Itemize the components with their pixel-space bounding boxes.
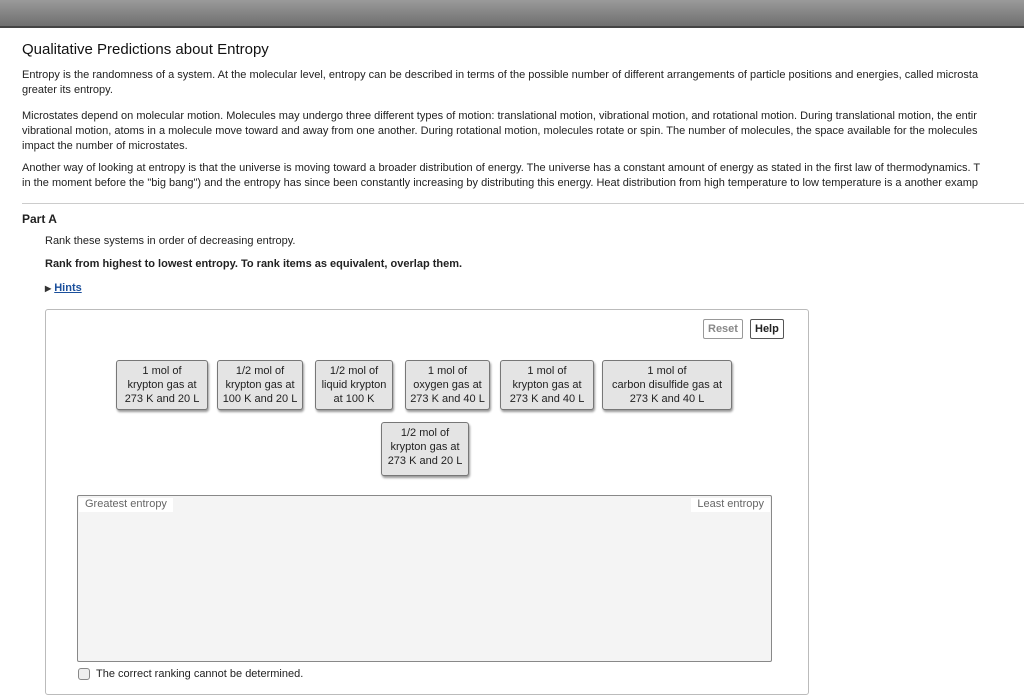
- rank-tile[interactable]: [116, 360, 208, 410]
- tile-line: 1 mol of: [647, 365, 687, 377]
- hints-link[interactable]: Hints: [54, 282, 82, 294]
- tile-line: 1/2 mol of: [400, 427, 450, 439]
- checkbox-label: The correct ranking cannot be determined.: [96, 668, 304, 680]
- divider: [22, 203, 1024, 204]
- text-line: greater its entropy.: [22, 84, 113, 96]
- tile-line: 1/2 mol of: [235, 365, 285, 377]
- paragraph-2: [22, 109, 1024, 154]
- paragraph-1: [22, 68, 1024, 98]
- tile-line: at 100 K: [333, 393, 375, 405]
- top-toolbar: [0, 0, 1024, 28]
- tile-line: 1 mol of: [142, 365, 182, 377]
- instruction-text: Rank from highest to lowest entropy. To rank items as equivalent, overlap them.: [45, 258, 463, 270]
- checkbox-icon[interactable]: [78, 668, 90, 680]
- rank-tile[interactable]: [381, 422, 469, 476]
- tile-line: 273 K and 40 L: [410, 393, 485, 405]
- hints-toggle[interactable]: [45, 282, 82, 294]
- rank-tile[interactable]: [315, 360, 393, 410]
- rank-tile[interactable]: [405, 360, 490, 410]
- text-line: Microstates depend on molecular motion. Molecules may undergo three different types of motion: translational motion, vibrational motion, and rotational motion. During translational motion, the entir: [22, 110, 977, 122]
- tile-line: 1 mol of: [427, 365, 468, 377]
- tile-line: 1 mol of: [527, 365, 567, 377]
- cannot-determine-checkbox[interactable]: [78, 668, 303, 680]
- tile-line: 100 K and 20 L: [222, 393, 298, 405]
- tile-line: carbon disulfide gas at: [611, 379, 723, 391]
- page-title: Qualitative Predictions about Entropy: [22, 41, 269, 58]
- rank-tile[interactable]: [217, 360, 303, 410]
- help-button[interactable]: Help: [750, 319, 784, 339]
- least-entropy-label: Least entropy: [691, 498, 770, 512]
- tile-line: liquid krypton: [321, 379, 387, 391]
- text-line: Another way of looking at entropy is that the universe is moving toward a broader distribution of energy. The universe has a constant amount of energy as stated in the first law of thermodynamics. T: [22, 162, 981, 174]
- caret-right-icon: ▶: [45, 284, 52, 293]
- tile-line: 273 K and 20 L: [124, 393, 200, 405]
- text-line: Entropy is the randomness of a system. At the molecular level, entropy can be described in terms of the possible number of different arrangements of particle positions and energies, called microsta: [22, 69, 979, 81]
- tile-line: 1/2 mol of: [329, 365, 379, 377]
- text-line: vibrational motion, atoms in a molecule move toward and away from one another. During rotational motion, molecules rotate or spin. The number of molecules, the space available for the molecules: [22, 125, 978, 137]
- question-text: Rank these systems in order of decreasing entropy.: [45, 235, 296, 247]
- tile-line: krypton gas at: [512, 379, 582, 391]
- tile-line: 273 K and 20 L: [387, 455, 463, 467]
- tile-line: 273 K and 40 L: [509, 393, 585, 405]
- greatest-entropy-label: Greatest entropy: [79, 498, 173, 512]
- rank-tile[interactable]: [602, 360, 732, 410]
- part-label: Part A: [22, 212, 57, 226]
- tile-line: krypton gas at: [127, 379, 197, 391]
- reset-button[interactable]: Reset: [703, 319, 743, 339]
- tile-line: 273 K and 40 L: [629, 393, 705, 405]
- text-line: in the moment before the "big bang") and the entropy has since been constantly increasing by distributing this energy. Heat distribution from high temperature to low temperature is a another examp: [22, 177, 978, 189]
- ranking-drop-zone[interactable]: [77, 495, 772, 662]
- rank-tile[interactable]: [500, 360, 594, 410]
- text-line: impact the number of microstates.: [22, 140, 188, 152]
- tile-line: oxygen gas at: [413, 379, 482, 391]
- tile-line: krypton gas at: [390, 441, 460, 453]
- paragraph-3: [22, 161, 1024, 191]
- tile-line: krypton gas at: [225, 379, 295, 391]
